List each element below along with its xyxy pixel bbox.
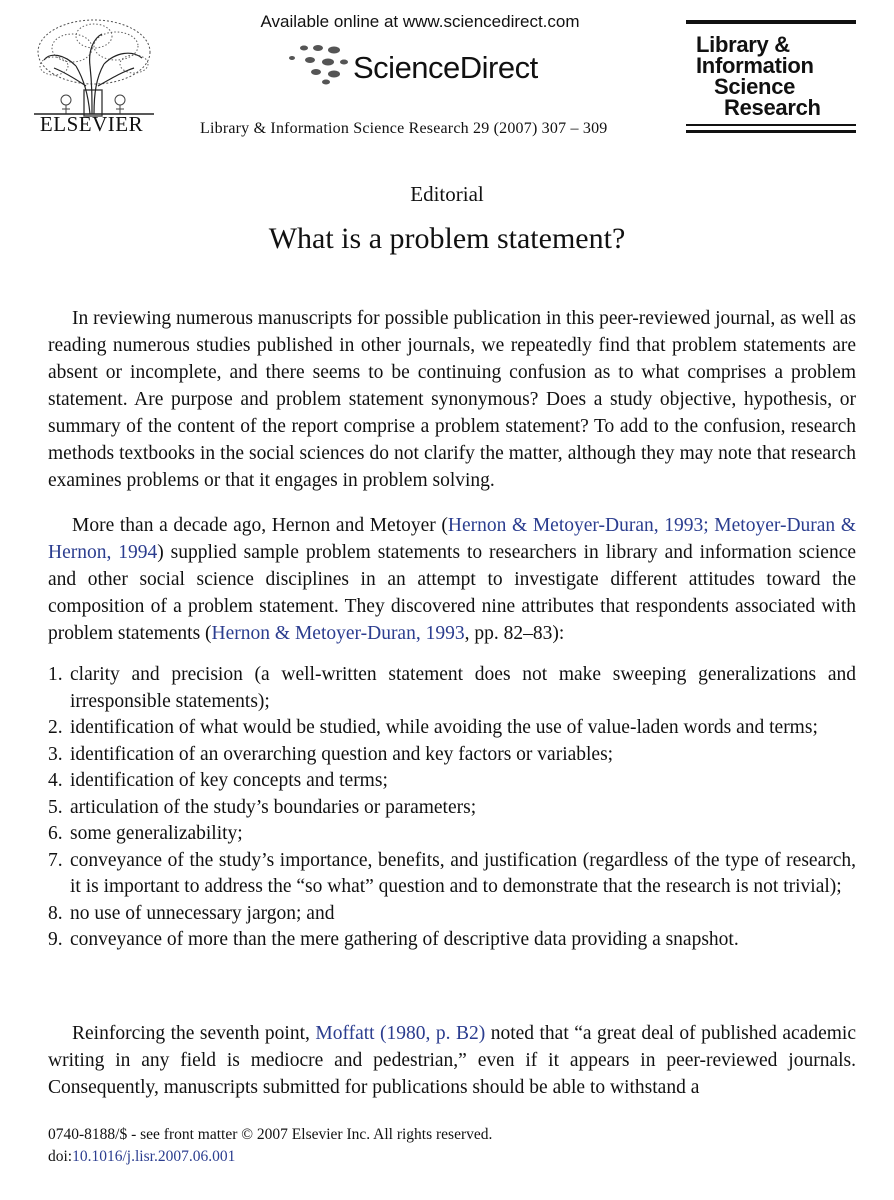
section-label: Editorial — [410, 182, 484, 206]
list-text: no use of unnecessary jargon; and — [70, 902, 335, 924]
list-item — [48, 715, 856, 742]
list-item — [48, 768, 856, 795]
paragraph-3-text: Reinforcing the seventh point, — [72, 1023, 316, 1044]
journal-logo — [686, 20, 856, 134]
list-item — [48, 821, 856, 848]
list-text: identification of what would be studied, while avoiding the use of value-laden words and terms; — [70, 717, 818, 738]
list-item — [48, 742, 856, 769]
list-text: some generalizability; — [70, 823, 243, 844]
citation-link[interactable]: Hernon & Metoyer-Duran, 1993 — [211, 623, 465, 644]
attribute-list — [48, 662, 856, 954]
doi-link[interactable]: 10.1016/j.lisr.2007.06.001 — [72, 1148, 236, 1165]
list-number: 3. — [48, 743, 63, 765]
list-item — [48, 901, 856, 928]
list-number: 2. — [48, 717, 63, 738]
list-number: 9. — [48, 929, 63, 950]
paragraph-2-text: More than a decade ago, Hernon and Metoyer ( — [72, 515, 448, 536]
journal-citation: Library & Information Science Research 29 (2007) 307 – 309 — [200, 120, 608, 137]
list-text: identification of key concepts and terms; — [70, 770, 388, 791]
list-text: clarity and precision (a well-written statement does not make sweeping generalizations and irresponsible statements); — [70, 664, 856, 712]
list-text: conveyance of more than the mere gathering of descriptive data providing a snapshot. — [70, 929, 739, 950]
list-number: 7. — [48, 849, 63, 871]
list-item — [48, 927, 856, 954]
list-number: 5. — [48, 796, 63, 818]
citation-link[interactable]: Moffatt (1980, p. B2) — [315, 1023, 486, 1044]
journal-logo-line: Science — [714, 74, 796, 99]
article-title: What is a problem statement? — [268, 222, 626, 255]
paragraph-3 — [48, 1020, 856, 1101]
doi-prefix: doi: — [48, 1148, 73, 1165]
list-item — [48, 848, 856, 901]
journal-logo-line: Information — [696, 53, 814, 78]
citation-link[interactable]: Hernon & Metoyer-Duran, 1993; Metoyer-Duran & Hernon, 1994 — [48, 515, 856, 563]
publisher-name: ELSEVIER — [39, 112, 144, 136]
list-item — [48, 662, 856, 715]
list-number: 6. — [48, 823, 63, 844]
list-number: 8. — [48, 902, 63, 924]
paragraph-1-text: In reviewing numerous manuscripts for possible publication in this peer-reviewed journal, as well as reading numerous studies published in other journals, we repeatedly find that problem statements are absent or incomplete, and there seems to be continuing confusion as to what comprises a problem statement. Are purpose and problem statement synonymous? Does a study objective, hypothesis, or summary of the content of the report comprise a problem statement? To add to the confusion, research methods textbooks in the social sciences do not clarify the matter, although they may note that research examines problems or that it engages in problem solving. — [48, 308, 856, 491]
sciencedirect-wordmark: ScienceDirect — [353, 50, 538, 85]
paragraph-2-text: ) supplied sample problem statements to researchers in library and information science and other social science disciplines in an attempt to investigate different attitudes toward the composition of a problem statement. They discovered nine attributes that respondents associated with problem statements ( — [48, 542, 857, 644]
available-online-text: Available online at www.sciencedirect.com — [260, 12, 580, 31]
journal-logo-line: Library & — [696, 32, 790, 57]
list-text: identification of an overarching question and key factors or variables; — [70, 743, 614, 765]
journal-logo-line: Research — [724, 95, 821, 120]
list-number: 4. — [48, 770, 63, 791]
list-text: articulation of the study’s boundaries or parameters; — [70, 796, 477, 818]
paragraph-2-text: , pp. 82–83): — [464, 623, 565, 644]
list-number: 1. — [48, 664, 63, 685]
paragraph-2 — [48, 512, 856, 647]
list-item — [48, 795, 856, 822]
paragraph-3-text: noted that “a great deal of published academic writing in any field is mediocre and pedestrian,” even if it appears in peer-reviewed journals. Consequently, manuscripts submitted for publications should be able to withstand a — [48, 1023, 856, 1098]
paragraph-1 — [48, 305, 856, 494]
list-text: conveyance of the study’s importance, benefits, and justification (regardless of the type of research, it is important to address the “so what” question and to demonstrate that the research is not trivial); — [70, 849, 856, 897]
doi-line — [48, 1148, 235, 1166]
copyright-notice: 0740-8188/$ - see front matter © 2007 Elsevier Inc. All rights reserved. — [48, 1126, 493, 1143]
